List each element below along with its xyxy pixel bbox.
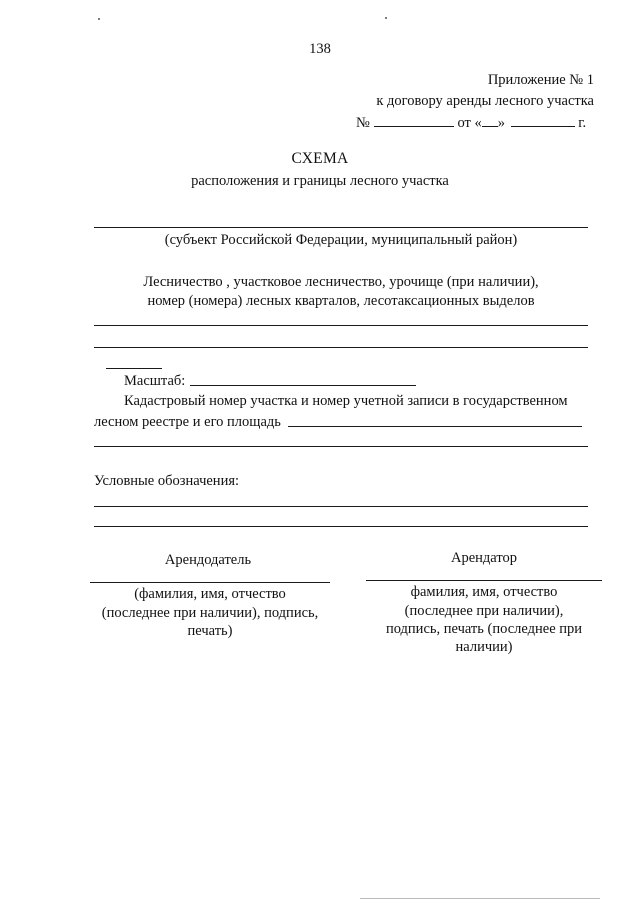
short-line (106, 368, 162, 369)
lessee-caption-line4: наличии) (455, 639, 513, 655)
contract-label: к договору аренды лесного участка (376, 93, 594, 109)
scale-label: Масштаб: (124, 373, 186, 389)
from-label: от « (457, 115, 482, 131)
document-title: СХЕМА (291, 150, 349, 167)
scan-edge (360, 898, 600, 899)
forestry-text-line1: Лесничество , участковое лесничество, урочище (при наличии), (143, 274, 539, 290)
lessee-caption-line1: фамилия, имя, отчество (410, 584, 558, 600)
cadastral-blank (288, 426, 582, 427)
year-suffix: г. (578, 115, 587, 131)
scan-speck (385, 17, 387, 19)
number-sign: № (356, 115, 370, 131)
forestry-line-1 (94, 325, 588, 326)
scale-blank (190, 385, 416, 386)
contract-number-blank (374, 113, 454, 127)
subject-caption: (субъект Российской Федерации, муниципальный район) (164, 232, 518, 248)
cadastral-text-line2: лесном реестре и его площадь (94, 414, 281, 430)
legend-line-2 (94, 526, 588, 527)
lessor-caption-line3: печать) (187, 623, 233, 639)
forestry-line-2 (94, 347, 588, 348)
legend-line-1 (94, 506, 588, 507)
scan-speck (98, 18, 100, 20)
quote-close: » (497, 115, 505, 131)
lessee-caption-line3: подпись, печать (последнее при (385, 621, 583, 637)
lessor-caption-line1: (фамилия, имя, отчество (134, 586, 286, 602)
legend-label: Условные обозначения: (94, 473, 240, 489)
day-blank (482, 113, 498, 127)
cadastral-line (94, 446, 588, 447)
document-subtitle: расположения и границы лесного участка (191, 173, 449, 189)
forestry-text-line2: номер (номера) лесных кварталов, лесотаксационных выделов (147, 293, 535, 309)
lessor-signature-line (90, 582, 330, 583)
lessee-caption-line2: (последнее при наличии), (404, 603, 564, 619)
page-number: 138 (309, 41, 331, 57)
contract-number-line (356, 113, 596, 132)
lessee-signature-line (366, 580, 602, 581)
subject-line (94, 227, 588, 228)
cadastral-text-line1: Кадастровый номер участка и номер учетной записи в государственном (124, 393, 568, 409)
lessee-title: Арендатор (450, 550, 517, 566)
month-blank (511, 113, 575, 127)
lessor-title: Арендодатель (164, 552, 252, 568)
appendix-label: Приложение № 1 (487, 72, 594, 88)
lessor-caption-line2: (последнее при наличии), подпись, (101, 605, 319, 621)
